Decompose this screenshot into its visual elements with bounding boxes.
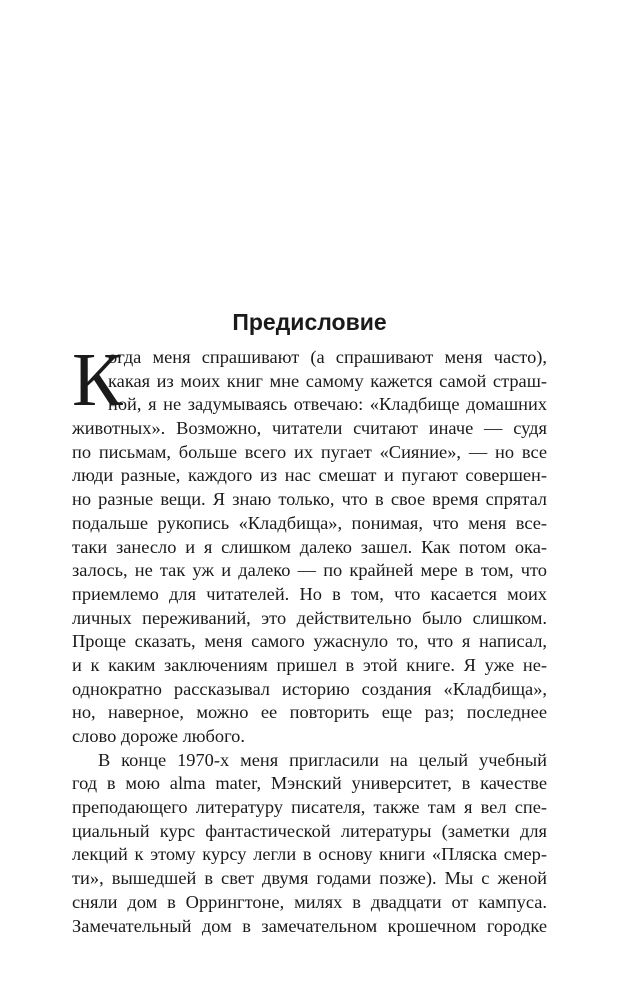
body-text [72, 338, 547, 938]
text-line: ти», вышедшей в свет двумя годами позже). Мы с женой [72, 868, 547, 889]
text-line: люди разные, каждого из нас смешат и пугают совершен- [72, 465, 547, 486]
text-line: какая из моих книг мне самому кажется самой страш- [108, 370, 547, 391]
text-line: но разные вещи. Я знаю только, что в свое время спрятал [72, 489, 547, 510]
text-line: по письмам, больше всего их пугает «Сияние», — но все [72, 441, 547, 462]
text-line: сняли дом в Оррингтоне, милях в двадцати от кампуса. [72, 891, 547, 912]
text-line: огда меня спрашивают (а спрашивают меня часто), [108, 347, 547, 367]
text-line: Замечательный дом в замечательном крошечном городке [72, 915, 547, 936]
text-line: преподающего литературу писателя, также там я вел спе- [72, 797, 547, 818]
text-line: год в мою alma mater, Мэнский университет, в качестве [72, 773, 547, 794]
text-line: циальный курс фантастической литературы (заметки для [72, 820, 547, 841]
text-line: В конце 1970-х меня пригласили на целый учебный [98, 749, 547, 770]
text-line: приемлемо для читателей. Но в том, что касается моих [72, 583, 547, 604]
text-line: лекций к этому курсу легли в основу книги «Пляска смер- [72, 844, 547, 865]
text-line: животных». Возможно, читатели считают иначе — судя [72, 418, 547, 439]
text-line: и к каким заключениям пришел в этой книге. Я уже не- [72, 654, 547, 675]
text-line: таки занесло и я слишком далеко зашел. Как потом ока- [72, 536, 547, 557]
drop-cap-letter: К [72, 338, 123, 422]
text-line: ной, я не задумываясь отвечаю: «Кладбище домашних [108, 394, 547, 415]
text-line: но, наверное, можно ее повторить еще раз; последнее [72, 702, 547, 723]
text-line: однократно рассказывал историю создания «Кладбища», [72, 678, 547, 699]
text-line: слово дороже любого. [72, 726, 245, 746]
chapter-title: Предисловие [232, 309, 387, 335]
text-line: залось, не так уж и далеко — по крайней мере в том, что [72, 560, 547, 581]
text-line: Проще сказать, меня самого ужаснуло то, что я написал, [72, 631, 547, 652]
text-line: личных переживаний, это действительно было слишком. [72, 607, 547, 628]
text-line: подальше рукопись «Кладбища», понимая, что меня все- [72, 512, 547, 533]
